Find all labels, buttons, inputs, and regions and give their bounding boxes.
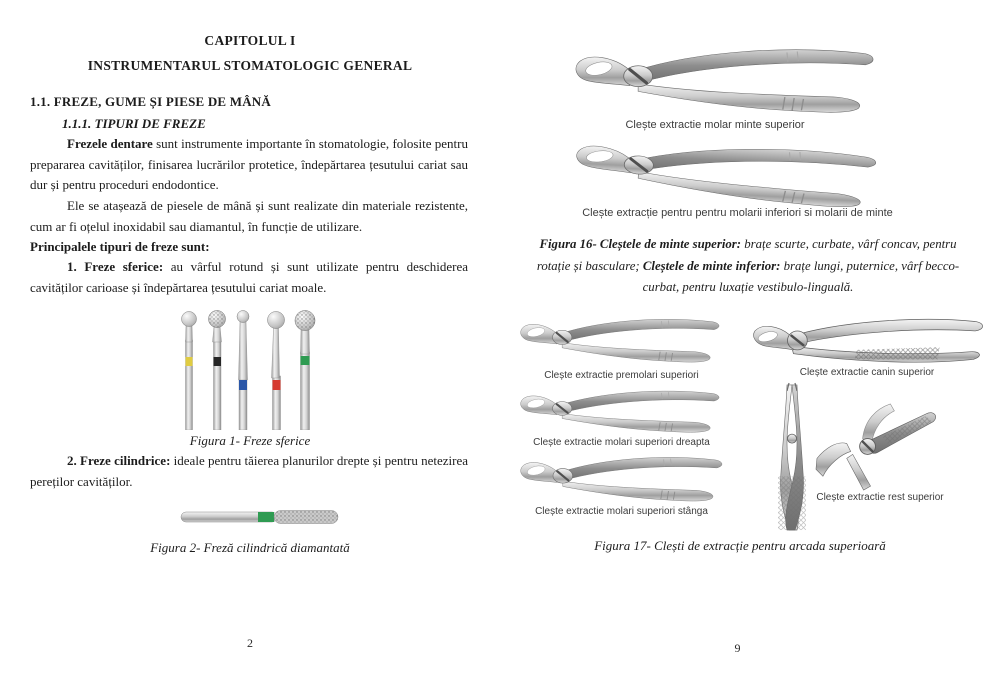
- list-item-body-text: au vârful rotund și sunt utilizate pentru deschiderea cavităților carioase și îndepărtarea țesutului cariat moale.: [30, 259, 468, 295]
- figure16-bold-text: Cleștele de minte inferior:: [642, 258, 781, 273]
- forceps-molar-minte-superior-image: [572, 42, 882, 118]
- figure16-caption: [522, 234, 974, 299]
- figure16-body-text: brațe lungi, puternice, vârf becco-curbat, pentru luxație vestibulo-linguală.: [642, 258, 960, 294]
- caption-molar-minte-superior: Clește extractie molar minte superior: [625, 119, 805, 131]
- paragraph-principalele: Principalele tipuri de freze sunt:: [30, 239, 210, 254]
- figure16-lead-text: Figura 16-: [539, 237, 600, 251]
- paragraph-body-text: Ele se atașează de piesele de mână și sunt realizate din materiale rezistente, cum ar fi oțelul inoxidabil sau diamantul, în funcție de utilizare.: [30, 198, 468, 234]
- figure2-caption: Figura 2- Freză cilindrică diamantată: [150, 540, 350, 555]
- list-item-body-text: ideale pentru tăierea planurilor drepte și pentru netezirea pereților cavităților.: [30, 453, 468, 489]
- figure16-body-text: brațe scurte, curbate, vârf concav, pentru rotație și basculare;: [536, 237, 957, 273]
- caption-canin-superior: Clește extractie canin superior: [799, 367, 935, 378]
- chapter-subtitle: INSTRUMENTARUL STOMATOLOGIC GENERAL: [87, 58, 413, 73]
- forceps-premolari-superiori-image: [518, 314, 725, 366]
- chapter-title: CAPITOLUL I: [204, 33, 296, 48]
- forceps-molari-superiori-stanga-image: [518, 452, 728, 505]
- paragraph-freze-cilindrice: [30, 451, 468, 492]
- bur-sferic-yellow: [182, 312, 197, 431]
- bur-sferic-blue: [237, 311, 249, 431]
- paragraph-freze-dentare: [30, 134, 468, 196]
- caption-molari-superiori-dreapta: Clește extractie molari superiori dreapta: [533, 437, 710, 448]
- subsection-heading: 1.1.1. TIPURI DE FREZE: [62, 116, 206, 131]
- paragraph-atasare: [30, 196, 468, 237]
- paragraph-freze-sferice: [30, 257, 468, 298]
- paragraph-lead-text: Frezele dentare: [67, 136, 153, 151]
- bur-sferic-black: [209, 311, 226, 431]
- caption-molari-inferiori: Clește extracție pentru pentru molarii inferiori si molarii de minte: [582, 207, 893, 219]
- forceps-canin-superior-image: [750, 312, 987, 367]
- forceps-molari-inferiori-image: [570, 132, 885, 214]
- bur-sferic-red: [268, 312, 285, 431]
- list-item-lead-text: 2. Freze cilindrice:: [67, 453, 171, 468]
- figure17-caption: Figura 17- Clești de extracție pentru arcada superioară: [594, 538, 886, 553]
- bur-sferic-green: [295, 311, 315, 431]
- figure1-spherical-burs-image: [181, 302, 331, 430]
- caption-premolari-superiori: Clește extractie premolari superiori: [544, 370, 699, 381]
- forceps-molari-superiori-dreapta-image: [518, 386, 725, 436]
- caption-rest-superior: Clește extractie rest superior: [816, 492, 944, 503]
- forceps-rest-superior-image: [813, 399, 940, 494]
- figure16-bold-text: Cleștele de minte superior:: [599, 237, 742, 251]
- section-heading: 1.1. FREZE, GUME ȘI PIESE DE MÂNĂ: [30, 94, 271, 109]
- list-item-lead-text: 1. Freze sferice:: [67, 259, 164, 274]
- left-page-number: 2: [247, 636, 253, 650]
- figure2-cylindrical-bur-image: [180, 507, 342, 527]
- right-page-number: 9: [734, 641, 741, 655]
- caption-molari-superiori-stanga: Clește extractie molari superiori stânga: [535, 506, 708, 517]
- paragraph-body-text: sunt instrumente importante în stomatologie, folosite pentru prepararea cavităților, finisarea lucrărilor protetice, îndepărtarea țesutului cariat sau dur și pentru proceduri endodontice.: [30, 136, 468, 193]
- figure1-caption: Figura 1- Freze sferice: [189, 433, 311, 448]
- right-page: [500, 0, 1000, 686]
